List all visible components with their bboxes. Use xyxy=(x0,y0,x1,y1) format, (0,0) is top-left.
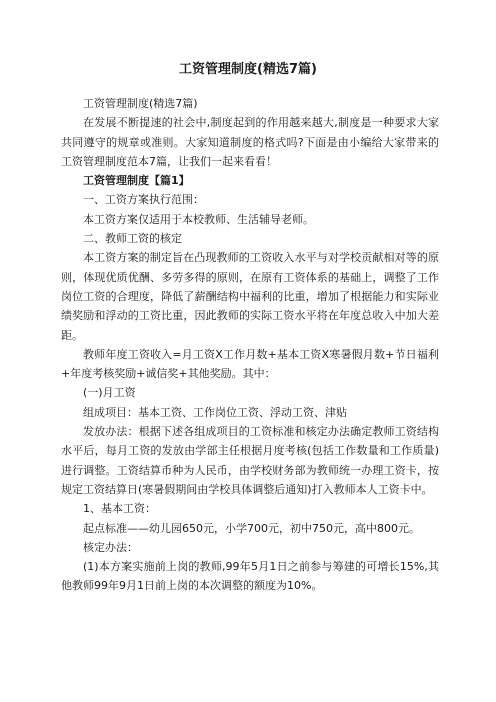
document-title: 工资管理制度(精选7篇) xyxy=(179,62,317,77)
document-body xyxy=(61,94,439,596)
paragraph: 本工资方案仅适用于本校教师、生活辅导老师。 xyxy=(83,212,314,226)
paragraph: 组成项目：基本工资、工作岗位工资、浮动工资、津贴 xyxy=(83,405,347,419)
section-heading: 工资管理制度【篇1】 xyxy=(83,174,190,188)
paragraph: 1、基本工资： xyxy=(83,502,156,516)
paragraph: 工资管理制度(精选7篇) xyxy=(83,97,198,110)
paragraph: 在发展不断提速的社会中,制度起到的作用越来越大,制度是一种要求大家共同遵守的规章或准则。大家知道制度的格式吗?下面是由小编给大家带来的工资管理制度范本7篇，让我们一起来看看！ xyxy=(61,116,439,168)
paragraph: 一、工资方案执行范围： xyxy=(83,193,204,207)
paragraph: (1)本方案实施前上岗的教师,99年5月1日之前参与筹建的可增长15%,其他教师99年9月1日前上岗的本次调整的额度为10%。 xyxy=(61,560,439,593)
paragraph: 起点标准——幼儿园650元，小学700元，初中750元，高中800元。 xyxy=(83,521,420,535)
paragraph: 发放办法：根据下述各组成项目的工资标准和核定办法确定教师工资结构水平后，每月工资的发放由学部主任根据月度考核(包括工作数量和工作质量)进行调整。工资结算币种为人民币，由学校财务部为教师统一办理工资卡，按规定工资结算日(寒暑假期间由学校具体调整后通知)打入教师本人工资卡中。 xyxy=(61,425,439,496)
paragraph: 教师年度工资收入=月工资X工作月数+基本工资X寒暑假月数+节日福利+年度考核奖励+诚信奖+其他奖励。其中： xyxy=(61,347,439,381)
paragraph: (一)月工资 xyxy=(83,386,136,400)
paragraph: 二、教师工资的核定 xyxy=(83,232,182,246)
paragraph: 本工资方案的制定旨在凸现教师的工资收入水平与对学校贡献相对等的原则，体现优质优酬、多劳多得的原则，在原有工资体系的基础上，调整了工作岗位工资的合理度，降低了薪酬结构中福利的比重，增加了根据能力和实际业绩奖励和浮动的工资比重，因此教师的实际工资水平将在年度总收入中加大差距。 xyxy=(61,251,439,342)
paragraph: 核定办法： xyxy=(83,540,138,554)
